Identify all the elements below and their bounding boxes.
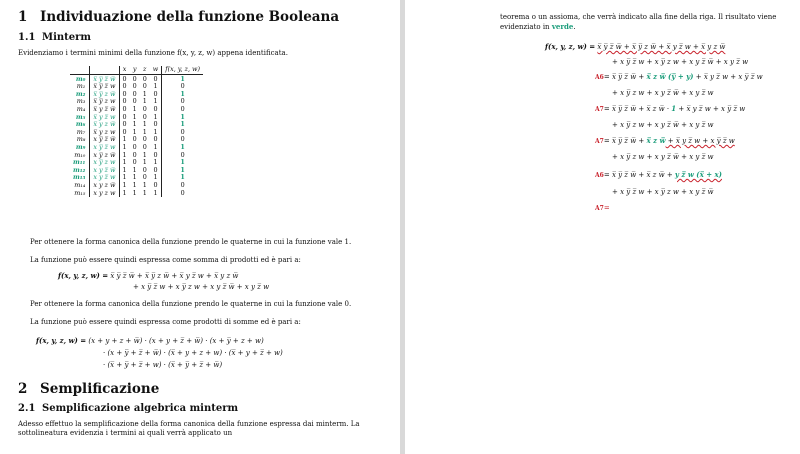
product-term: x y̅ z̅ w <box>90 144 119 152</box>
formula-lhs: f(x, y, z, w) = <box>58 271 109 280</box>
table-header-cell: y <box>132 65 137 73</box>
y-value: 1 <box>132 120 137 129</box>
product-term: x̅ y̅ z w <box>90 98 119 106</box>
function-value: 1 <box>162 74 203 83</box>
y-value: 1 <box>132 112 137 121</box>
step-line8: + x y̅ z w + x y z̅ w̅ + x y z̅ w <box>612 153 714 161</box>
x-value: 0 <box>122 97 127 106</box>
minterm-label: m₁₃ <box>73 173 86 182</box>
x-value: 1 <box>122 165 127 174</box>
highlighted-result: y z̅ w (x̅ + x) <box>674 170 722 179</box>
product-term: x̅ y z̅ w̅ <box>90 106 119 114</box>
section-2-heading <box>18 381 159 397</box>
table-header-cell <box>90 66 119 74</box>
continued-text: teorema o un assioma, che verrà indicato alla fine della riga. Il risultato viene evidenziato in <box>500 13 777 31</box>
function-value: 0 <box>162 98 203 106</box>
axiom-marker: A6 <box>595 172 604 179</box>
step-line4: + x y̅ z w + x y z̅ w̅ + x y z̅ w <box>612 89 714 97</box>
y-value: 0 <box>132 74 137 83</box>
x-value: 1 <box>122 142 127 151</box>
paragraph-sop-intro: La funzione può essere quindi espressa come somma di prodotti ed è pari a: <box>30 256 301 264</box>
y-value: 0 <box>132 150 137 159</box>
product-term: x̅ y z w <box>90 129 119 137</box>
step-line10: + x y̅ z̅ w + x y̅ z w + x y z̅ w̅ <box>612 188 714 196</box>
axiom-marker: A7 <box>595 138 604 145</box>
w-value: 1 <box>150 190 162 198</box>
w-value: 1 <box>150 83 162 91</box>
x-value: 0 <box>122 89 127 98</box>
y-value: 0 <box>132 82 137 91</box>
w-value: 0 <box>150 74 162 83</box>
formula-terms-end: + x̅ y z̅ w + x y̅ z̅ w <box>665 137 735 145</box>
z-value: 1 <box>142 180 147 189</box>
w-value: 0 <box>150 182 162 190</box>
sop-formula-line2: + x y̅ z̅ w + x y̅ z w + x y z̅ w̅ + x y z̅ w <box>133 283 270 291</box>
z-value: 1 <box>142 158 147 167</box>
table-header-cell: x <box>122 65 127 73</box>
x-value: 1 <box>122 188 127 197</box>
table-header-cell: w <box>150 66 162 74</box>
continued-paragraph <box>500 13 790 32</box>
w-value: 0 <box>150 91 162 99</box>
table-body <box>70 74 203 197</box>
function-value: 1 <box>162 167 203 175</box>
formula-terms: x̅ y̅ z̅ w̅ + x̅ z w̅ · <box>611 105 672 113</box>
minterm-label: m₁₀ <box>74 150 86 159</box>
product-term: x̅ y z̅ w <box>90 114 119 122</box>
step-line2: + x y̅ z̅ w + x y̅ z w + x y z̅ w̅ + x y z̅ w <box>612 58 749 66</box>
minterm-label: m₁₂ <box>73 165 86 174</box>
y-value: 1 <box>132 173 137 182</box>
function-value: 0 <box>162 152 203 160</box>
y-value: 1 <box>132 180 137 189</box>
function-value: 0 <box>162 182 203 190</box>
subsection-1-1-heading <box>18 32 91 43</box>
formula-terms: x̅ y̅ z̅ w̅ + <box>611 137 647 145</box>
minterm-label: m₇ <box>76 127 86 136</box>
formula-terms-end: + x̅ y z̅ w + x y̅ z̅ w <box>676 105 746 113</box>
table-header-cell: z <box>143 65 147 73</box>
z-value: 1 <box>142 97 147 106</box>
product-term: x y z̅ w <box>90 174 119 182</box>
step-line5: A7= x̅ y̅ z̅ w̅ + x̅ z w̅ · 1 + x̅ y z̅ w + x y̅ z̅ w <box>595 104 746 113</box>
y-value: 0 <box>132 97 137 106</box>
step-line3: A6= x̅ y̅ z̅ w̅ + x̅ z w̅ (y̅ + y) + x̅ y z̅ w + x y̅ z̅ w <box>595 72 763 81</box>
z-value: 0 <box>142 135 147 144</box>
step-line9: A6= x̅ y̅ z̅ w̅ + x̅ z w̅ + y z̅ w (x̅ + x) <box>595 170 722 179</box>
z-value: 1 <box>142 150 147 159</box>
axiom-marker: A7 <box>595 205 604 212</box>
function-value: 1 <box>162 91 203 99</box>
x-value: 0 <box>122 127 127 136</box>
truth-table <box>70 66 203 197</box>
function-value: 0 <box>162 106 203 114</box>
product-term: x y z w <box>90 190 119 198</box>
minterm-label: m₆ <box>75 120 86 129</box>
y-value: 0 <box>132 142 137 151</box>
product-term: x y z̅ w̅ <box>90 167 119 175</box>
x-value: 1 <box>122 158 127 167</box>
paragraph-pos-intro: La funzione può essere quindi espressa come prodotti di somme ed è pari a: <box>30 318 301 326</box>
minterm-label: m₁₁ <box>73 158 86 167</box>
y-value: 1 <box>132 165 137 174</box>
w-value: 1 <box>150 144 162 152</box>
highlighted-result: x̅ z w̅ (y̅ + y) <box>646 72 694 81</box>
formula-lhs: f(x, y, z, w) = <box>36 336 87 345</box>
product-term: x̅ y̅ z w̅ <box>90 91 119 99</box>
w-value: 1 <box>150 98 162 106</box>
function-value: 0 <box>162 190 203 198</box>
subsection-number: 1.1 <box>18 32 36 43</box>
z-value: 0 <box>142 104 147 113</box>
minterm-label: m₁₄ <box>74 180 86 189</box>
function-value: 1 <box>162 121 203 129</box>
formula-terms: (x + y + z + w̅) · (x + y + z̅ + w̅) · (x + y̅ + z + w) <box>88 337 264 345</box>
minterm-label: m₅ <box>75 112 86 121</box>
z-value: 1 <box>142 188 147 197</box>
x-value: 1 <box>122 173 127 182</box>
table-header-cell <box>70 66 90 74</box>
product-term: x̅ y̅ z̅ w̅ <box>90 74 119 83</box>
y-value: 1 <box>132 104 137 113</box>
z-value: 0 <box>142 74 147 83</box>
axiom-marker: A7 <box>595 106 604 113</box>
step-line11: A7= <box>595 204 610 212</box>
minterm-label: m₉ <box>75 142 86 151</box>
minterm-label: m₄ <box>76 104 86 113</box>
subsection-title: Minterm <box>42 32 91 43</box>
subsection-title: Semplificazione algebrica minterm <box>42 403 239 414</box>
function-value: 1 <box>162 114 203 122</box>
table-header-cell: f(x, y, z, w) <box>162 66 203 74</box>
function-value: 0 <box>162 136 203 144</box>
right-page <box>405 0 800 454</box>
minterm-label: m₈ <box>76 135 86 144</box>
z-value: 0 <box>142 173 147 182</box>
table-row <box>70 190 203 198</box>
paragraph-ones: Per ottenere la forma canonica della funzione prendo le quaterne in cui la funzione vale 1. <box>30 238 352 246</box>
y-value: 1 <box>132 188 137 197</box>
z-value: 1 <box>142 127 147 136</box>
minterm-label: m₂ <box>75 89 86 98</box>
step-line1 <box>545 42 725 52</box>
formula-terms: x̅ y̅ z̅ w̅ + <box>611 73 647 81</box>
formula-terms: x̅ y̅ z̅ w̅ + x̅ z w̅ + <box>611 171 675 179</box>
function-value: 1 <box>162 174 203 182</box>
w-value: 1 <box>150 114 162 122</box>
section-title: Individuazione della funzione Booleana <box>40 9 340 25</box>
y-value: 0 <box>132 158 137 167</box>
section-1-heading <box>18 9 339 25</box>
highlighted-result: 1 <box>671 104 677 113</box>
product-term: x y̅ z̅ w̅ <box>90 136 119 144</box>
paragraph-zeros: Per ottenere la forma canonica della funzione prendo le quaterne in cui la funzione vale 0. <box>30 300 352 308</box>
formula-lhs: f(x, y, z, w) = <box>545 42 596 51</box>
axiom-marker: A6 <box>595 74 604 81</box>
w-value: 0 <box>150 167 162 175</box>
function-value: 0 <box>162 129 203 137</box>
pos-formula-line3: · (x̅ + y̅ + z̅ + w) · (x̅ + y̅ + z̅ + w̅) <box>103 361 223 369</box>
w-value: 0 <box>150 152 162 160</box>
y-value: 1 <box>132 127 137 136</box>
minterm-label: m₁₅ <box>74 188 86 197</box>
section-number: 2 <box>18 381 28 397</box>
w-value: 1 <box>150 159 162 167</box>
z-value: 0 <box>142 165 147 174</box>
product-term: x y z w̅ <box>90 182 119 190</box>
product-term: x̅ y̅ z̅ w <box>90 83 119 91</box>
pos-formula-line2: · (x + y̅ + z̅ + w̅) · (x̅ + y + z + w) · (x̅ + y + z̅ + w) <box>103 349 283 357</box>
x-value: 1 <box>122 135 127 144</box>
w-value: 1 <box>150 174 162 182</box>
y-value: 0 <box>132 89 137 98</box>
minterm-label: m₁ <box>76 82 86 91</box>
step-line7: A7= x̅ y̅ z̅ w̅ + x̅ z w̅ + x̅ y z̅ w + x y̅ z̅ w <box>595 136 735 145</box>
product-term: x y̅ z w̅ <box>90 152 119 160</box>
function-value: 1 <box>162 159 203 167</box>
w-value: 0 <box>150 136 162 144</box>
x-value: 0 <box>122 112 127 121</box>
z-value: 0 <box>142 82 147 91</box>
function-value: 1 <box>162 144 203 152</box>
continued-end: . <box>573 23 576 31</box>
z-value: 0 <box>142 142 147 151</box>
pos-formula-line1 <box>36 336 264 346</box>
section-title: Semplificazione <box>40 381 160 397</box>
x-value: 0 <box>122 82 127 91</box>
formula-terms: x̅ y̅ z̅ w̅ + x̅ y̅ z w̅ + x̅ y z̅ w + x̅ y z w̅ <box>110 272 239 280</box>
x-value: 0 <box>122 120 127 129</box>
subsection-number: 2.1 <box>18 403 36 414</box>
minterm-label: m₀ <box>75 74 86 83</box>
section-number: 1 <box>18 9 28 25</box>
paragraph-simplification: Adesso effettuo la semplificazione della forma canonica della funzione espressa dai minterm. La sottolineatura evidenzia i termini ai quali verrà applicato un <box>18 420 360 437</box>
intro-paragraph: Evidenziamo i termini minimi della funzione f(x, y, z, w) appena identificata. <box>18 49 288 57</box>
x-value: 1 <box>122 180 127 189</box>
x-value: 1 <box>122 150 127 159</box>
minterm-label: m₃ <box>76 97 86 106</box>
sop-formula-line1 <box>58 271 238 281</box>
function-value: 0 <box>162 83 203 91</box>
product-term: x̅ y z w̅ <box>90 121 119 129</box>
formula-terms: x̅ y̅ z̅ w̅ + x̅ y̅ z w̅ + x̅ y z̅ w + x̅ y z w̅ <box>597 43 726 51</box>
step-line6: + x y̅ z w + x y z̅ w̅ + x y z̅ w <box>612 121 714 129</box>
y-value: 0 <box>132 135 137 144</box>
w-value: 0 <box>150 121 162 129</box>
z-value: 1 <box>142 120 147 129</box>
z-value: 0 <box>142 112 147 121</box>
green-word: verde <box>551 22 574 31</box>
w-value: 0 <box>150 106 162 114</box>
product-term: x y̅ z w <box>90 159 119 167</box>
x-value: 0 <box>122 104 127 113</box>
w-value: 1 <box>150 129 162 137</box>
table-header-row <box>70 66 203 74</box>
z-value: 1 <box>142 89 147 98</box>
highlighted-result: x̅ z w̅ <box>646 136 666 145</box>
formula-terms-end: + x̅ y z̅ w + x y̅ z̅ w <box>693 73 763 81</box>
x-value: 0 <box>122 74 127 83</box>
subsection-2-1-heading <box>18 403 238 414</box>
